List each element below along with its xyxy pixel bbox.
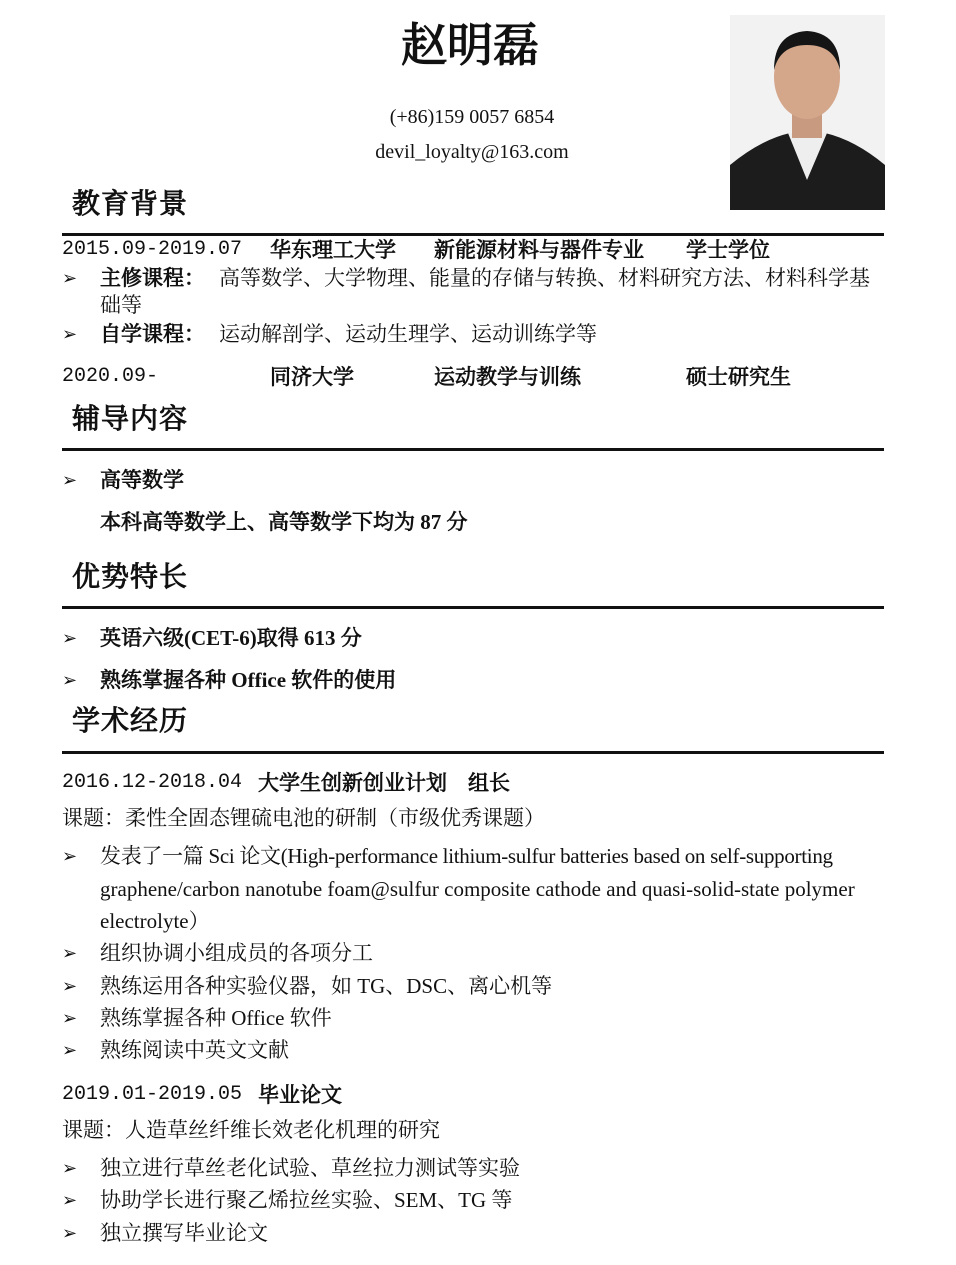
arrowhead-bullet-icon: ➢ (62, 943, 78, 963)
text: 高等数学 (100, 468, 184, 492)
portrait-photo (730, 15, 885, 210)
arrowhead-bullet-icon: ➢ (62, 268, 78, 288)
phone: (+86)159 0057 6854 (389, 106, 555, 128)
label: 主修课程： (100, 266, 205, 290)
label: 自学课程： (100, 322, 205, 346)
arrowhead-bullet-icon: ➢ (62, 1040, 78, 1060)
section-title-academic: 学术经历 (72, 706, 189, 737)
text: 熟练运用各种实验仪器，如 TG、DSC、离心机等 (100, 974, 553, 998)
text: 协助学长进行聚乙烯拉丝实验、SEM、TG 等 (100, 1188, 513, 1212)
arrowhead-bullet-icon: ➢ (62, 1158, 78, 1178)
project-title: 大学生创新创业计划 组长 (258, 771, 510, 795)
email: devil_loyalty@163.com (375, 141, 569, 163)
edu-school: 华东理工大学 (270, 238, 396, 262)
arrowhead-bullet-icon: ➢ (62, 1223, 78, 1243)
section-title-tutoring: 辅导内容 (72, 404, 189, 435)
text: 独立进行草丝老化试验、草丝拉力测试等实验 (100, 1156, 520, 1180)
dates: 2019.01-2019.05 (62, 1083, 243, 1106)
topic: 课题：柔性全固态锂硫电池的研制（市级优秀课题） (62, 806, 545, 830)
project-title: 毕业论文 (258, 1083, 342, 1107)
divider (62, 606, 884, 609)
text: 本科高等数学上、高等数学下均为 87 分 (100, 510, 468, 534)
text: electrolyte） (100, 909, 210, 933)
edu-degree: 硕士研究生 (686, 365, 791, 389)
divider (62, 448, 884, 451)
edu-degree: 学士学位 (686, 238, 770, 262)
arrowhead-bullet-icon: ➢ (62, 1008, 78, 1028)
text: 英语六级(CET-6)取得 613 分 (100, 626, 362, 650)
arrowhead-bullet-icon: ➢ (62, 470, 78, 490)
text: 熟练阅读中英文文献 (100, 1038, 289, 1062)
section-title-education: 教育背景 (72, 189, 189, 220)
text: 高等数学、大学物理、能量的存储与转换、材料研究方法、材料科学基 (219, 266, 870, 290)
arrowhead-bullet-icon: ➢ (62, 324, 78, 344)
divider (62, 751, 884, 754)
edu-major: 运动教学与训练 (434, 365, 581, 389)
arrowhead-bullet-icon: ➢ (62, 628, 78, 648)
text: 熟练掌握各种 Office 软件的使用 (100, 668, 397, 692)
topic: 课题：人造草丝纤维长效老化机理的研究 (62, 1118, 440, 1142)
text: 组织协调小组成员的各项分工 (100, 941, 373, 965)
arrowhead-bullet-icon: ➢ (62, 846, 78, 866)
text: 发表了一篇 Sci 论文(High-performance lithium-sulfur batteries based on self-supporting (100, 844, 833, 868)
edu-major: 新能源材料与器件专业 (434, 238, 644, 262)
edu-dates: 2015.09-2019.07 (62, 238, 243, 261)
text: 独立撰写毕业论文 (100, 1221, 268, 1245)
arrowhead-bullet-icon: ➢ (62, 976, 78, 996)
text: 熟练掌握各种 Office 软件 (100, 1006, 332, 1030)
edu-school: 同济大学 (270, 365, 354, 389)
dates: 2016.12-2018.04 (62, 771, 243, 794)
text: graphene/carbon nanotube foam@sulfur composite cathode and quasi-solid-state polymer (100, 877, 855, 901)
text: 础等 (100, 293, 142, 317)
text: 运动解剖学、运动生理学、运动训练学等 (219, 322, 597, 346)
edu-dates: 2020.09- (62, 365, 159, 388)
candidate-name: 赵明磊 (401, 20, 539, 71)
section-title-strengths: 优势特长 (72, 562, 189, 593)
arrowhead-bullet-icon: ➢ (62, 670, 78, 690)
arrowhead-bullet-icon: ➢ (62, 1190, 78, 1210)
